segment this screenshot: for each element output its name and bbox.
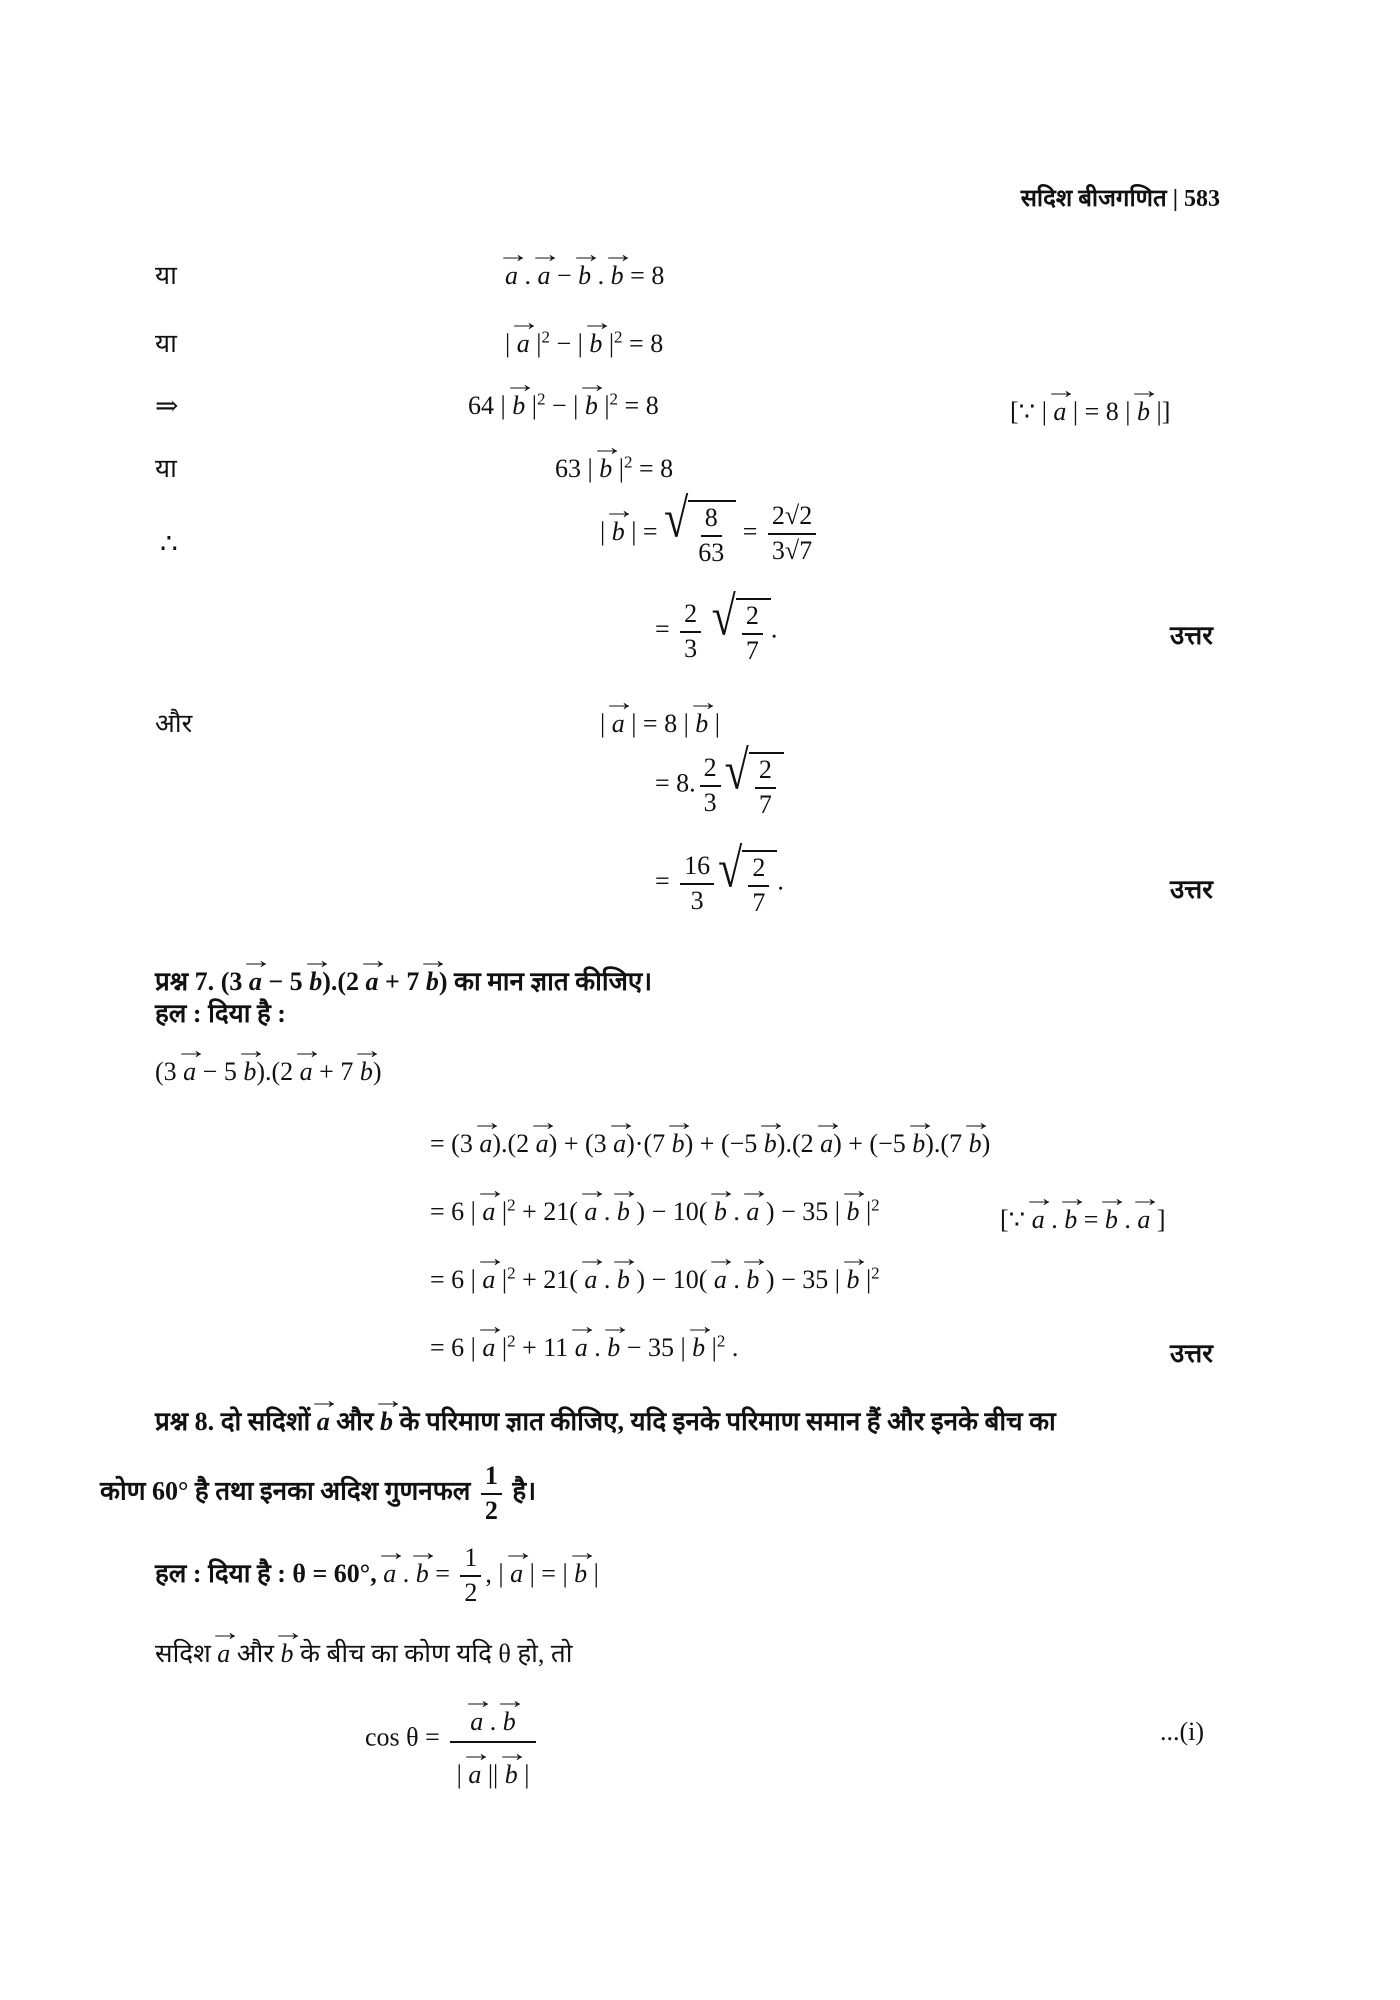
word-ya-1: या [155,261,177,290]
q7-step-2: = 6 | → a $|^2 + 21( \to a$ . → b ) − 10( → b . → a ) − 35 | → b $|^2$ [430,1180,880,1227]
eq-rhs: = 8 [638,454,674,483]
eq-line-3: 64 | → b $|^2$ − | → b $|^2 = 8$ [468,374,659,421]
sqrt-8-63: √ $\frac{8}{63}$ [664,500,736,567]
eq-line-1: → a . → a − → b . → b = 8 [505,244,664,291]
coef-64: 64 [468,391,494,420]
word-aur: और [155,709,193,738]
implies-symbol: ⇒ [155,391,179,422]
cos-formula: cos θ = → $\frac{a . \to b}{| \to a || \to b |}$ [365,1690,540,1789]
q8-text-5: है। [512,1476,537,1506]
question-8-line-1: प्रश्न 8. दो सदिशों → a और → b के परिमाण ज्ञात कीजिए, यदि इनके परिमाण समान हैं और इनके बीच का [155,1390,1056,1437]
answer-label-1: उत्तर [1170,621,1213,650]
frac-2root2-3root7: $\frac{2√2}{3√7}$ [768,502,816,565]
cos-label: cos θ = [365,1722,440,1752]
eq-line-5: | → b | = √ $\frac{8}{63}$ = $\frac{2√2}{3√7}$ [600,500,820,568]
q7-expr: (3 → a − 5 → b).(2 → a + 7 → b) [155,1040,382,1087]
q7-step-4: = 6 | → a $|^2 + 11 \to a$ . → b − 35 | → b $|^2$ . [430,1316,738,1363]
answer-label-2: उत्तर [1170,875,1213,904]
q8-label: प्रश्न 8. [155,1407,215,1436]
coef-8: 8. [676,768,696,798]
q7-step-3: = 6 | → a $|^2 + 21( \to a$ . → b ) − 10( → a . → b ) − 35 | → b $|^2$ [430,1248,880,1295]
q8-text-3: के परिमाण ज्ञात कीजिए, यदि इनके परिमाण समान हैं और इनके बीच का [399,1407,1056,1436]
question-7: प्रश्न 7. (3 → a − 5 → b).(2 → a + 7 → b) का मान ज्ञात कीजिए। [155,950,652,997]
reason-1: [∵ | → a | = 8 | → b |] [1010,380,1170,427]
eq-line-9: = $\frac{16}{3}$ √ $\frac{2}{7}$ . [655,837,784,917]
word-ya-3: या [155,454,177,483]
q7-step-1: = (3 → a).(2 → a) + (3 → a)·(7 → b) + (−5 → b).(2 → a) + (−5 → b).(7 → b) [430,1112,990,1159]
q8-solution-line: हल : दिया है : θ = 60°, → a . → b = $\frac{1}{2}$ , | → a | = | → b | [155,1542,599,1608]
coef-63: 63 [555,454,581,483]
q8-text-2: और [336,1407,374,1436]
q8-text-4: कोण 60° है तथा इनका अदिश गुणनफल [100,1476,471,1506]
q8-line2-b: और [236,1639,275,1668]
eq-line-2: | → a $|^2$ − | → b $|^2 = 8$ [505,312,663,359]
q7-solution-label: हल : दिया है : [155,999,286,1028]
q8-angle-line: सदिश → a और → b के बीच का कोण यदि θ हो, तो [155,1622,572,1669]
page-number: 583 [1184,186,1220,212]
q8-solution-label: हल : दिया है : θ = 60°, [155,1559,377,1588]
therefore-symbol: ∴ [160,529,178,560]
q8-line2-a: सदिश [155,1639,211,1668]
eq-rhs: = 8 [630,261,665,290]
chapter-title: सदिश बीजगणित [1020,186,1167,212]
eq-rhs: = 8 [629,329,664,358]
q7-label: प्रश्न 7. [155,967,215,996]
question-8-line-2: कोण 60° है तथा इनका अदिश गुणनफल $\frac{1}{2}$ है। [100,1461,537,1525]
q7-tail: का मान ज्ञात कीजिए। [454,967,653,996]
eq-line-6: = $\frac{2}{3}$ √ $\frac{2}{7}$ . [655,585,778,665]
q8-line2-c: के बीच का कोण यदि θ हो, तो [300,1639,573,1668]
eq-rhs: = 8 [624,391,659,420]
word-ya-2: या [155,329,177,358]
answer-label-3: उत्तर [1170,1339,1213,1368]
reason-2: [∵ → a . → b = → b . → a ] [1000,1188,1166,1235]
page-header [1021,186,1220,212]
q8-text-1: दो सदिशों [220,1407,311,1436]
header-separator: | [1172,186,1184,212]
eq-line-7: | → a | = 8 | → b | [600,692,720,739]
equation-ref: ...(i) [1160,1717,1205,1746]
eq-line-8: = 8. $\frac{2}{3}$ √ $\frac{2}{7}$ [655,752,784,819]
eq-line-4: 63 | → b $|^2 = 8$ [555,437,673,484]
